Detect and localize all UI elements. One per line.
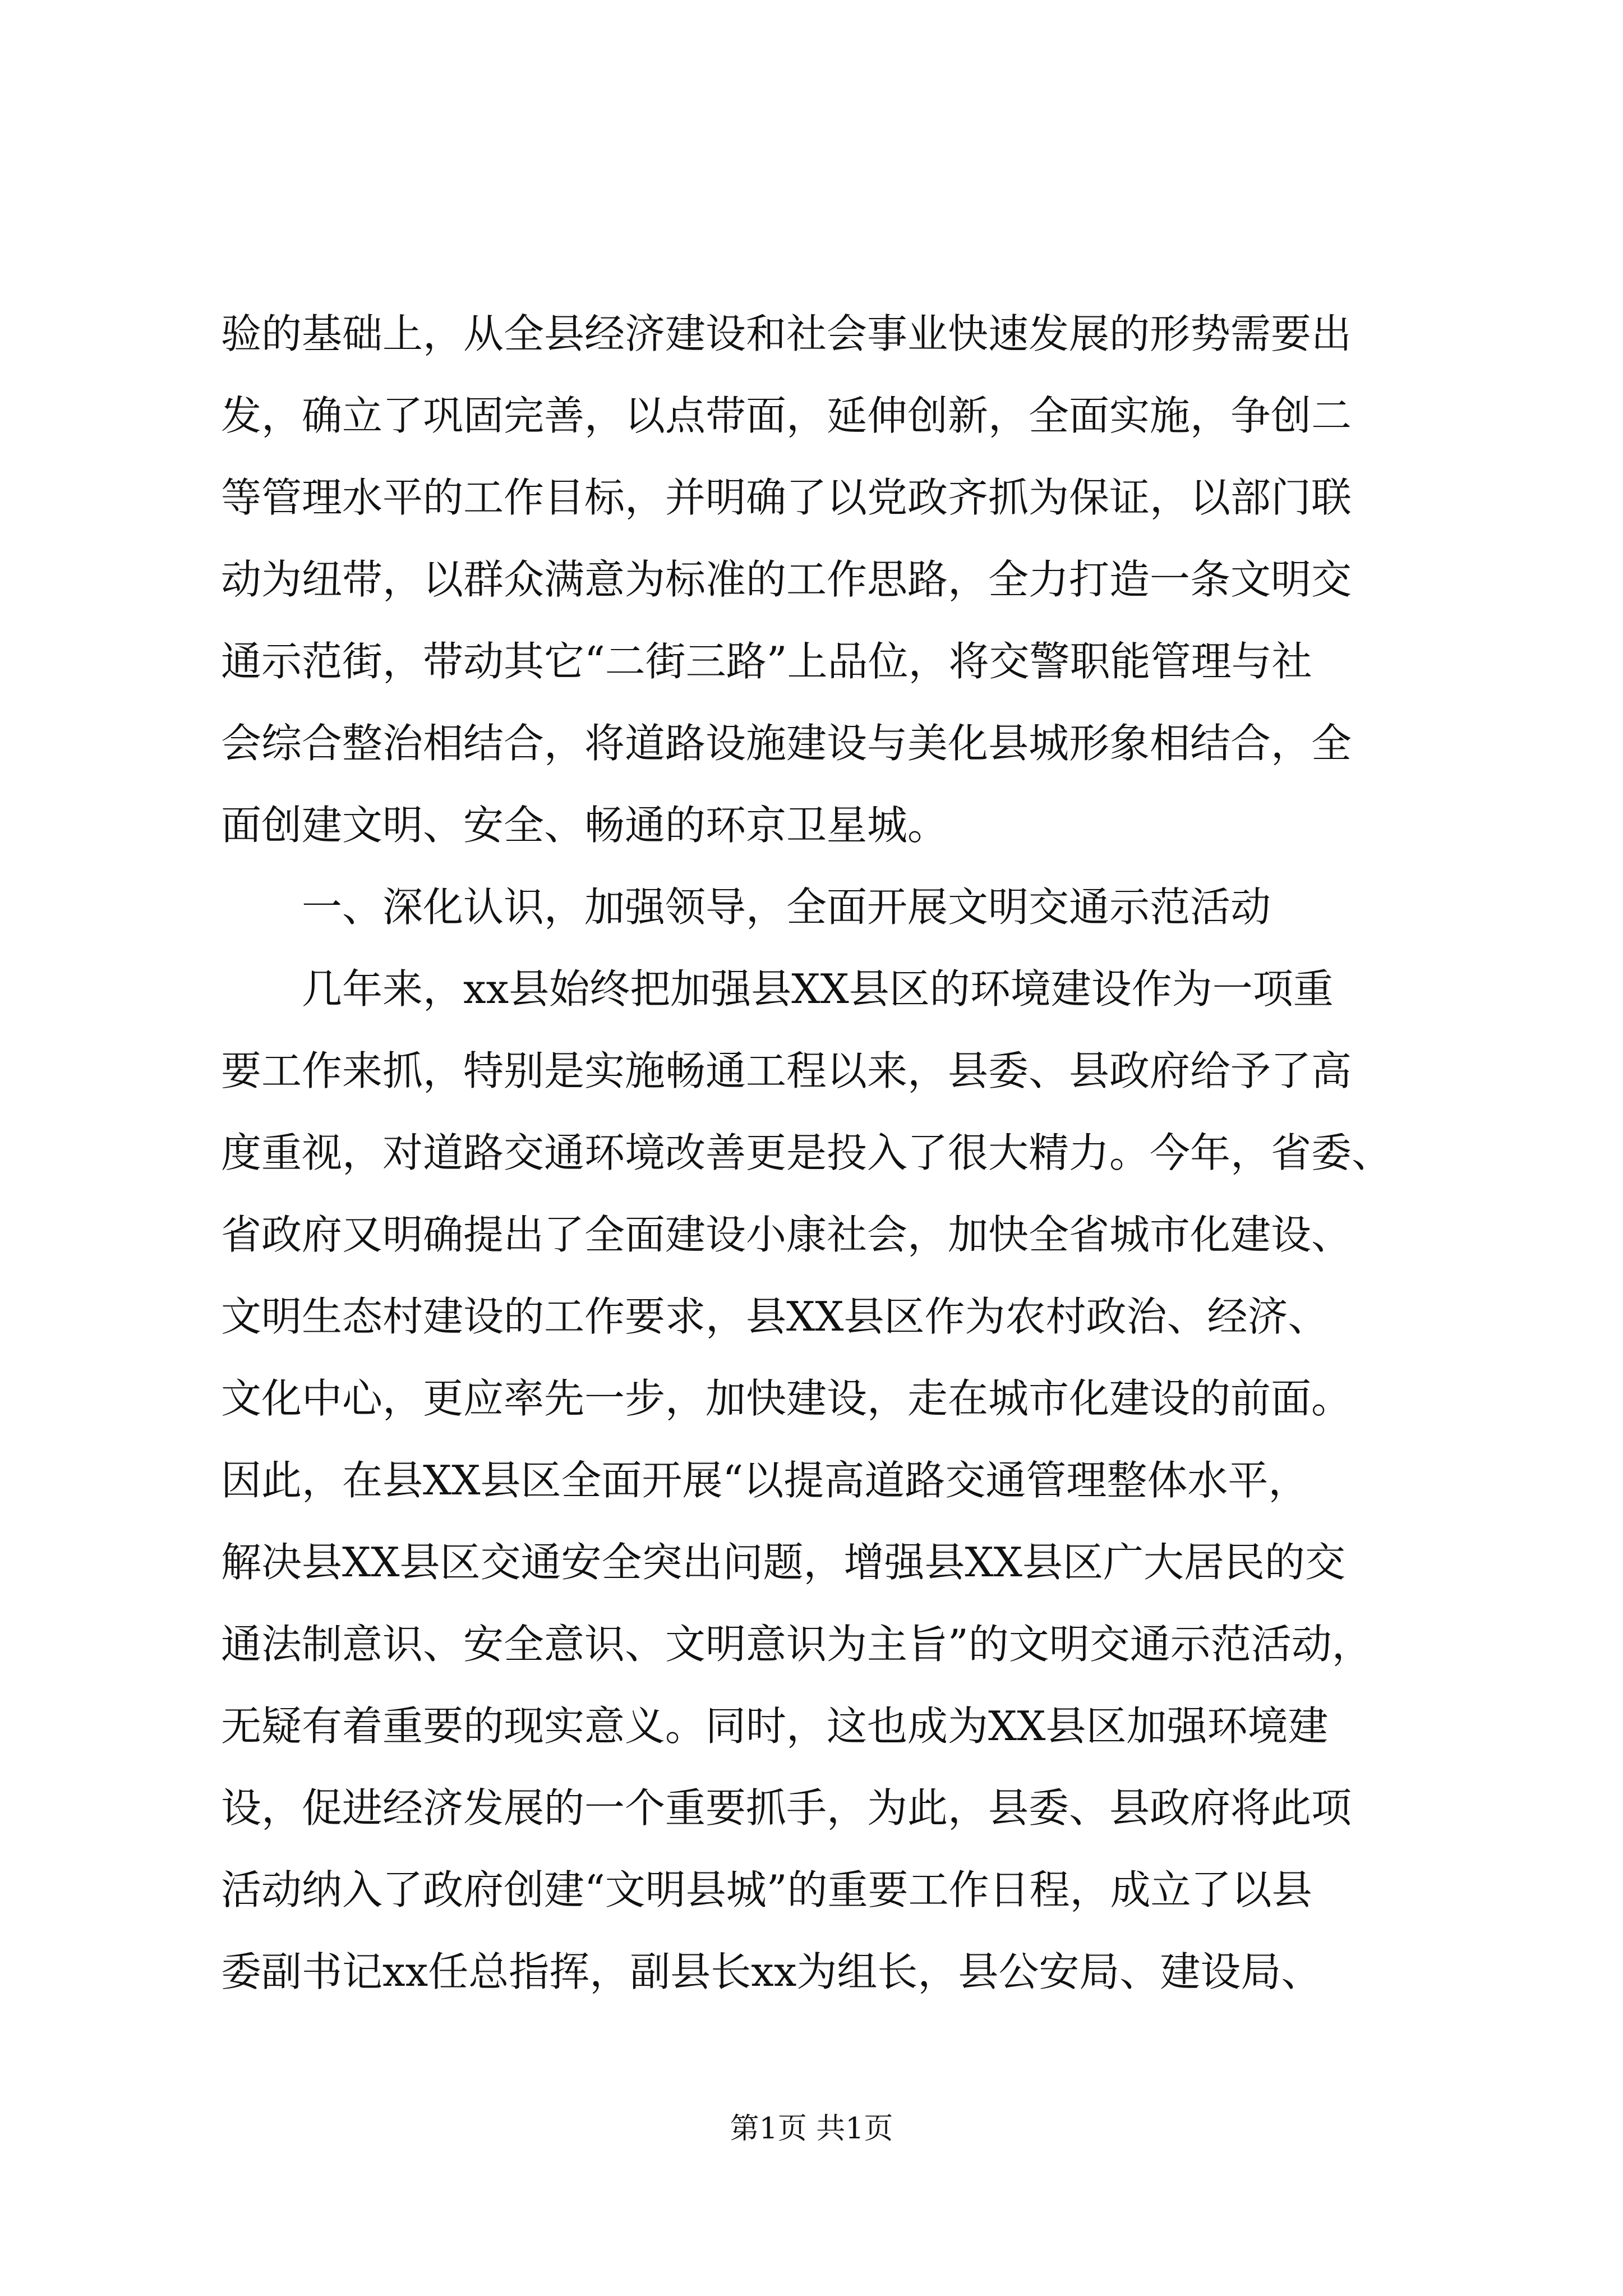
text-line: 通法制意识、安全意识、文明意识为主旨”的文明交通示范活动，	[221, 1621, 1372, 1668]
text-line: 委副书记xx任总指挥，副县长xx为组长，县公安局、建设局、	[221, 1948, 1322, 1995]
text-line: 度重视，对道路交通环境改善更是投入了很大精力。今年，省委、	[221, 1129, 1393, 1176]
text-line: 无疑有着重要的现实意义。同时，这也成为XX县区加强环境建	[221, 1703, 1329, 1750]
text-line: 一、深化认识，加强领导，全面开展文明交通示范活动	[302, 884, 1271, 931]
text-line: 省政府又明确提出了全面建设小康社会，加快全省城市化建设、	[221, 1211, 1352, 1258]
text-line: 会综合整治相结合，将道路设施建设与美化县城形象相结合，全	[221, 720, 1352, 767]
text-line: 面创建文明、安全、畅通的环京卫星城。	[221, 802, 948, 849]
document-body	[221, 293, 1432, 2013]
text-line: 活动纳入了政府创建“文明县城”的重要工作日程，成立了以县	[221, 1866, 1312, 1913]
text-line: 动为纽带，以群众满意为标准的工作思路，全力打造一条文明交	[221, 556, 1352, 603]
text-line: 解决县XX县区交通安全突出问题，增强县XX县区广大居民的交	[221, 1539, 1346, 1586]
text-line: 要工作来抓，特别是实施畅通工程以来，县委、县政府给予了高	[221, 1047, 1352, 1094]
text-line: 设，促进经济发展的一个重要抓手，为此，县委、县政府将此项	[221, 1784, 1352, 1832]
text-line: 验的基础上，从全县经济建设和社会事业快速发展的形势需要出	[221, 310, 1352, 357]
text-line: 通示范街，带动其它“二街三路”上品位，将交警职能管理与社	[221, 638, 1312, 685]
text-line: 等管理水平的工作目标，并明确了以党政齐抓为保证，以部门联	[221, 474, 1352, 521]
text-line: 文化中心，更应率先一步，加快建设，走在城市化建设的前面。	[221, 1375, 1352, 1422]
text-line: 文明生态村建设的工作要求，县XX县区作为农村政治、经济、	[221, 1293, 1329, 1340]
text-line: 发，确立了巩固完善，以点带面，延伸创新，全面实施，争创二	[221, 392, 1352, 439]
page-footer: 第1页 共1页	[730, 2112, 893, 2146]
text-line: 因此，在县XX县区全面开展“以提高道路交通管理整体水平，	[221, 1457, 1309, 1504]
text-line: 几年来，xx县始终把加强县XX县区的环境建设作为一项重	[302, 965, 1334, 1013]
